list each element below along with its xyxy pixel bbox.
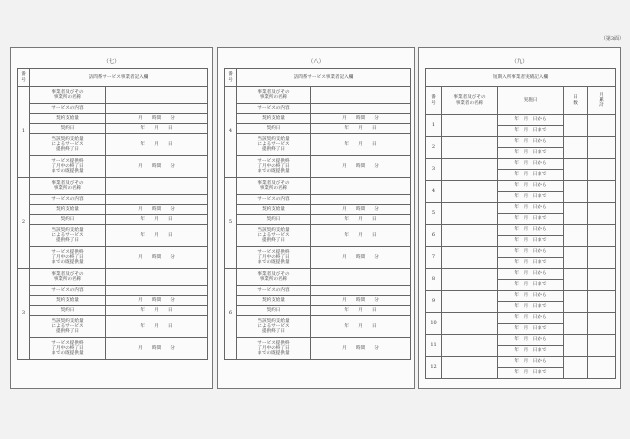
field-value[interactable]: 月 時間 分 bbox=[311, 296, 411, 306]
period-start: 年 月 日から bbox=[498, 291, 564, 302]
field-value[interactable] bbox=[311, 269, 411, 286]
table-row bbox=[18, 215, 208, 225]
table-row bbox=[18, 87, 208, 104]
end-date-label: 当該契約支給量 によるサービス 提供終了日 bbox=[237, 316, 311, 338]
table-row bbox=[225, 205, 411, 215]
row-number: 12 bbox=[426, 357, 442, 379]
row-number: 6 bbox=[225, 269, 237, 360]
period-end: 年 月 日まで bbox=[498, 126, 564, 137]
monthly-cell[interactable] bbox=[588, 181, 616, 203]
provider-cell[interactable] bbox=[442, 269, 498, 291]
field-value[interactable] bbox=[311, 286, 411, 296]
monthly-cell[interactable] bbox=[588, 115, 616, 137]
period-end: 年 月 日まで bbox=[498, 170, 564, 181]
period-end: 年 月 日まで bbox=[498, 324, 564, 335]
table-row bbox=[18, 247, 208, 269]
col-monthly: 月 累 計 bbox=[588, 87, 616, 115]
provider-cell[interactable] bbox=[442, 137, 498, 159]
days-cell[interactable] bbox=[564, 357, 588, 379]
provider-name-label: 事業者及びその 事業所の名称 bbox=[30, 87, 106, 104]
days-cell[interactable] bbox=[564, 225, 588, 247]
table-row bbox=[225, 338, 411, 360]
contract-amount-label: 契約支給量 bbox=[30, 296, 106, 306]
row-number: 11 bbox=[426, 335, 442, 357]
contract-amount-label: 契約支給量 bbox=[237, 296, 311, 306]
field-value[interactable]: 年 月 日 bbox=[311, 316, 411, 338]
panel-eight bbox=[217, 47, 415, 389]
col-provider: 事業者及びその 事業者の名称 bbox=[442, 87, 498, 115]
row-number: 5 bbox=[426, 203, 442, 225]
days-cell[interactable] bbox=[564, 313, 588, 335]
table-row bbox=[18, 296, 208, 306]
used-amount-label: サービス提供終 了月中の終了日 までの既提供量 bbox=[237, 156, 311, 178]
row-number: 1 bbox=[18, 87, 30, 178]
field-value[interactable]: 年 月 日 bbox=[311, 215, 411, 225]
used-amount-label: サービス提供終 了月中の終了日 までの既提供量 bbox=[30, 338, 106, 360]
contract-date-label: 契約日 bbox=[237, 124, 311, 134]
panel-nine bbox=[418, 47, 621, 389]
period-end: 年 月 日まで bbox=[498, 280, 564, 291]
days-cell[interactable] bbox=[564, 247, 588, 269]
monthly-cell[interactable] bbox=[588, 225, 616, 247]
table-row bbox=[18, 225, 208, 247]
contract-date-label: 契約日 bbox=[30, 306, 106, 316]
header-title: 訪問系サービス事業者記入欄 bbox=[30, 69, 208, 87]
service-content-label: サービスの内容 bbox=[237, 195, 311, 205]
provider-name-label: 事業者及びその 事業所の名称 bbox=[237, 87, 311, 104]
field-value[interactable] bbox=[106, 269, 208, 286]
service-content-label: サービスの内容 bbox=[30, 195, 106, 205]
service-content-label: サービスの内容 bbox=[30, 286, 106, 296]
row-number: 2 bbox=[426, 137, 442, 159]
field-value[interactable]: 年 月 日 bbox=[311, 225, 411, 247]
period-start: 年 月 日から bbox=[498, 203, 564, 214]
table-row bbox=[426, 159, 616, 170]
end-date-label: 当該契約支給量 によるサービス 提供終了日 bbox=[237, 134, 311, 156]
provider-cell[interactable] bbox=[442, 181, 498, 203]
period-start: 年 月 日から bbox=[498, 159, 564, 170]
row-number: 3 bbox=[426, 159, 442, 181]
monthly-cell[interactable] bbox=[588, 357, 616, 379]
field-value[interactable]: 年 月 日 bbox=[311, 124, 411, 134]
row-number: 7 bbox=[426, 247, 442, 269]
table-row bbox=[225, 156, 411, 178]
field-value[interactable]: 月 時間 分 bbox=[311, 205, 411, 215]
used-amount-label: サービス提供終 了月中の終了日 までの既提供量 bbox=[30, 247, 106, 269]
used-amount-label: サービス提供終 了月中の終了日 までの既提供量 bbox=[237, 247, 311, 269]
field-value[interactable]: 年 月 日 bbox=[106, 306, 208, 316]
monthly-cell[interactable] bbox=[588, 335, 616, 357]
table-row bbox=[18, 338, 208, 360]
table-row bbox=[18, 286, 208, 296]
days-cell[interactable] bbox=[564, 203, 588, 225]
days-cell[interactable] bbox=[564, 269, 588, 291]
field-value[interactable]: 年 月 日 bbox=[311, 306, 411, 316]
monthly-cell[interactable] bbox=[588, 269, 616, 291]
contract-date-label: 契約日 bbox=[237, 306, 311, 316]
period-end: 年 月 日まで bbox=[498, 346, 564, 357]
row-number: 4 bbox=[225, 87, 237, 178]
end-date-label: 当該契約支給量 によるサービス 提供終了日 bbox=[30, 134, 106, 156]
table-row bbox=[18, 205, 208, 215]
panel-seven bbox=[10, 47, 213, 389]
monthly-cell[interactable] bbox=[588, 313, 616, 335]
provider-cell[interactable] bbox=[442, 225, 498, 247]
provider-cell[interactable] bbox=[442, 335, 498, 357]
monthly-cell[interactable] bbox=[588, 159, 616, 181]
table-row bbox=[18, 316, 208, 338]
provider-name-label: 事業者及びその 事業所の名称 bbox=[30, 269, 106, 286]
table-row bbox=[426, 269, 616, 280]
field-value[interactable]: 月 時間 分 bbox=[106, 296, 208, 306]
table-row bbox=[18, 104, 208, 114]
period-start: 年 月 日から bbox=[498, 181, 564, 192]
field-value[interactable]: 月 時間 分 bbox=[106, 114, 208, 124]
row-number: 5 bbox=[225, 178, 237, 269]
table-row bbox=[426, 291, 616, 302]
table-row bbox=[18, 114, 208, 124]
provider-name-label: 事業者及びその 事業所の名称 bbox=[30, 178, 106, 195]
table-row bbox=[18, 134, 208, 156]
field-value[interactable]: 月 時間 分 bbox=[311, 338, 411, 360]
panel-nine-table bbox=[425, 68, 616, 87]
contract-date-label: 契約日 bbox=[30, 215, 106, 225]
panel-eight-table bbox=[224, 68, 411, 360]
days-cell[interactable] bbox=[564, 115, 588, 137]
panel-nine-title: （九） bbox=[511, 59, 528, 65]
table-row bbox=[18, 178, 208, 195]
days-cell[interactable] bbox=[564, 335, 588, 357]
table-row bbox=[426, 115, 616, 126]
provider-cell[interactable] bbox=[442, 115, 498, 137]
period-start: 年 月 日から bbox=[498, 357, 564, 368]
days-cell[interactable] bbox=[564, 181, 588, 203]
table-row bbox=[225, 225, 411, 247]
row-number: 2 bbox=[18, 178, 30, 269]
end-date-label: 当該契約支給量 によるサービス 提供終了日 bbox=[30, 316, 106, 338]
table-row bbox=[225, 104, 411, 114]
provider-cell[interactable] bbox=[442, 313, 498, 335]
table-row bbox=[426, 313, 616, 324]
period-end: 年 月 日まで bbox=[498, 236, 564, 247]
table-row bbox=[225, 269, 411, 286]
table-row bbox=[225, 316, 411, 338]
contract-date-label: 契約日 bbox=[30, 124, 106, 134]
field-value[interactable]: 年 月 日 bbox=[106, 215, 208, 225]
field-value[interactable] bbox=[311, 195, 411, 205]
field-value[interactable]: 月 時間 分 bbox=[106, 247, 208, 269]
provider-name-label: 事業者及びその 事業所の名称 bbox=[237, 269, 311, 286]
table-row bbox=[18, 195, 208, 205]
monthly-cell[interactable] bbox=[588, 137, 616, 159]
end-date-label: 当該契約支給量 によるサービス 提供終了日 bbox=[30, 225, 106, 247]
contract-amount-label: 契約支給量 bbox=[30, 114, 106, 124]
table-row bbox=[18, 269, 208, 286]
field-value[interactable]: 月 時間 分 bbox=[106, 205, 208, 215]
service-content-label: サービスの内容 bbox=[237, 104, 311, 114]
table-row bbox=[426, 335, 616, 346]
panel-eight-title: （八） bbox=[307, 59, 325, 65]
table-row bbox=[225, 296, 411, 306]
row-number: 3 bbox=[18, 269, 30, 360]
period-end: 年 月 日まで bbox=[498, 368, 564, 379]
table-row bbox=[426, 225, 616, 236]
header-number: 番 号 bbox=[18, 69, 30, 87]
table-row bbox=[426, 203, 616, 214]
period-start: 年 月 日から bbox=[498, 269, 564, 280]
field-value[interactable]: 年 月 日 bbox=[106, 225, 208, 247]
end-date-label: 当該契約支給量 によるサービス 提供終了日 bbox=[237, 225, 311, 247]
table-row bbox=[225, 215, 411, 225]
header-title: 短期入所事業者実績記入欄 bbox=[426, 69, 616, 87]
provider-name-label: 事業者及びその 事業所の名称 bbox=[237, 178, 311, 195]
table-row bbox=[225, 124, 411, 134]
panel-nine-grid bbox=[425, 86, 616, 379]
row-number: 1 bbox=[426, 115, 442, 137]
field-value[interactable]: 年 月 日 bbox=[106, 124, 208, 134]
days-cell[interactable] bbox=[564, 137, 588, 159]
col-period: 実施日 bbox=[498, 87, 564, 115]
table-row bbox=[426, 247, 616, 258]
period-start: 年 月 日から bbox=[498, 225, 564, 236]
field-value[interactable]: 年 月 日 bbox=[106, 316, 208, 338]
col-number: 番 号 bbox=[426, 87, 442, 115]
field-value[interactable] bbox=[311, 87, 411, 104]
table-row bbox=[225, 87, 411, 104]
table-row bbox=[225, 306, 411, 316]
field-value[interactable] bbox=[106, 195, 208, 205]
table-row bbox=[18, 124, 208, 134]
panel-seven-title: （七） bbox=[103, 59, 120, 65]
used-amount-label: サービス提供終 了月中の終了日 までの既提供量 bbox=[237, 338, 311, 360]
period-start: 年 月 日から bbox=[498, 115, 564, 126]
table-row bbox=[18, 156, 208, 178]
table-row bbox=[426, 357, 616, 368]
period-end: 年 月 日まで bbox=[498, 214, 564, 225]
period-end: 年 月 日まで bbox=[498, 258, 564, 269]
page-number: （第3面） bbox=[600, 36, 624, 42]
used-amount-label: サービス提供終 了月中の終了日 までの既提供量 bbox=[30, 156, 106, 178]
contract-amount-label: 契約支給量 bbox=[30, 205, 106, 215]
provider-cell[interactable] bbox=[442, 357, 498, 379]
table-row bbox=[18, 306, 208, 316]
table-row bbox=[426, 137, 616, 148]
days-cell[interactable] bbox=[564, 159, 588, 181]
field-value[interactable] bbox=[106, 286, 208, 296]
header-title: 訪問系サービス事業者記入欄 bbox=[237, 69, 411, 87]
provider-cell[interactable] bbox=[442, 247, 498, 269]
table-row bbox=[225, 247, 411, 269]
table-row bbox=[225, 178, 411, 195]
row-number: 4 bbox=[426, 181, 442, 203]
period-start: 年 月 日から bbox=[498, 335, 564, 346]
header-number: 番 号 bbox=[225, 69, 237, 87]
table-row bbox=[225, 114, 411, 124]
contract-date-label: 契約日 bbox=[237, 215, 311, 225]
field-value[interactable] bbox=[311, 104, 411, 114]
period-start: 年 月 日から bbox=[498, 313, 564, 324]
days-cell[interactable] bbox=[564, 291, 588, 313]
field-value[interactable] bbox=[106, 104, 208, 114]
period-start: 年 月 日から bbox=[498, 247, 564, 258]
field-value[interactable] bbox=[106, 178, 208, 195]
row-number: 8 bbox=[426, 269, 442, 291]
row-number: 9 bbox=[426, 291, 442, 313]
table-row bbox=[225, 286, 411, 296]
provider-cell[interactable] bbox=[442, 203, 498, 225]
field-value[interactable]: 月 時間 分 bbox=[311, 156, 411, 178]
provider-cell[interactable] bbox=[442, 159, 498, 181]
period-end: 年 月 日まで bbox=[498, 192, 564, 203]
service-content-label: サービスの内容 bbox=[237, 286, 311, 296]
panel-seven-table bbox=[17, 68, 208, 360]
service-content-label: サービスの内容 bbox=[30, 104, 106, 114]
field-value[interactable]: 年 月 日 bbox=[106, 134, 208, 156]
provider-cell[interactable] bbox=[442, 291, 498, 313]
monthly-cell[interactable] bbox=[588, 291, 616, 313]
field-value[interactable] bbox=[311, 178, 411, 195]
period-start: 年 月 日から bbox=[498, 137, 564, 148]
field-value[interactable]: 月 時間 分 bbox=[311, 114, 411, 124]
table-row bbox=[225, 195, 411, 205]
contract-amount-label: 契約支給量 bbox=[237, 205, 311, 215]
table-row bbox=[225, 134, 411, 156]
monthly-cell[interactable] bbox=[588, 203, 616, 225]
field-value[interactable]: 月 時間 分 bbox=[106, 338, 208, 360]
table-row bbox=[426, 181, 616, 192]
field-value[interactable]: 年 月 日 bbox=[311, 134, 411, 156]
monthly-cell[interactable] bbox=[588, 247, 616, 269]
col-days: 日 数 bbox=[564, 87, 588, 115]
contract-amount-label: 契約支給量 bbox=[237, 114, 311, 124]
field-value[interactable] bbox=[106, 87, 208, 104]
field-value[interactable]: 月 時間 分 bbox=[311, 247, 411, 269]
period-end: 年 月 日まで bbox=[498, 148, 564, 159]
row-number: 10 bbox=[426, 313, 442, 335]
period-end: 年 月 日まで bbox=[498, 302, 564, 313]
field-value[interactable]: 月 時間 分 bbox=[106, 156, 208, 178]
row-number: 6 bbox=[426, 225, 442, 247]
